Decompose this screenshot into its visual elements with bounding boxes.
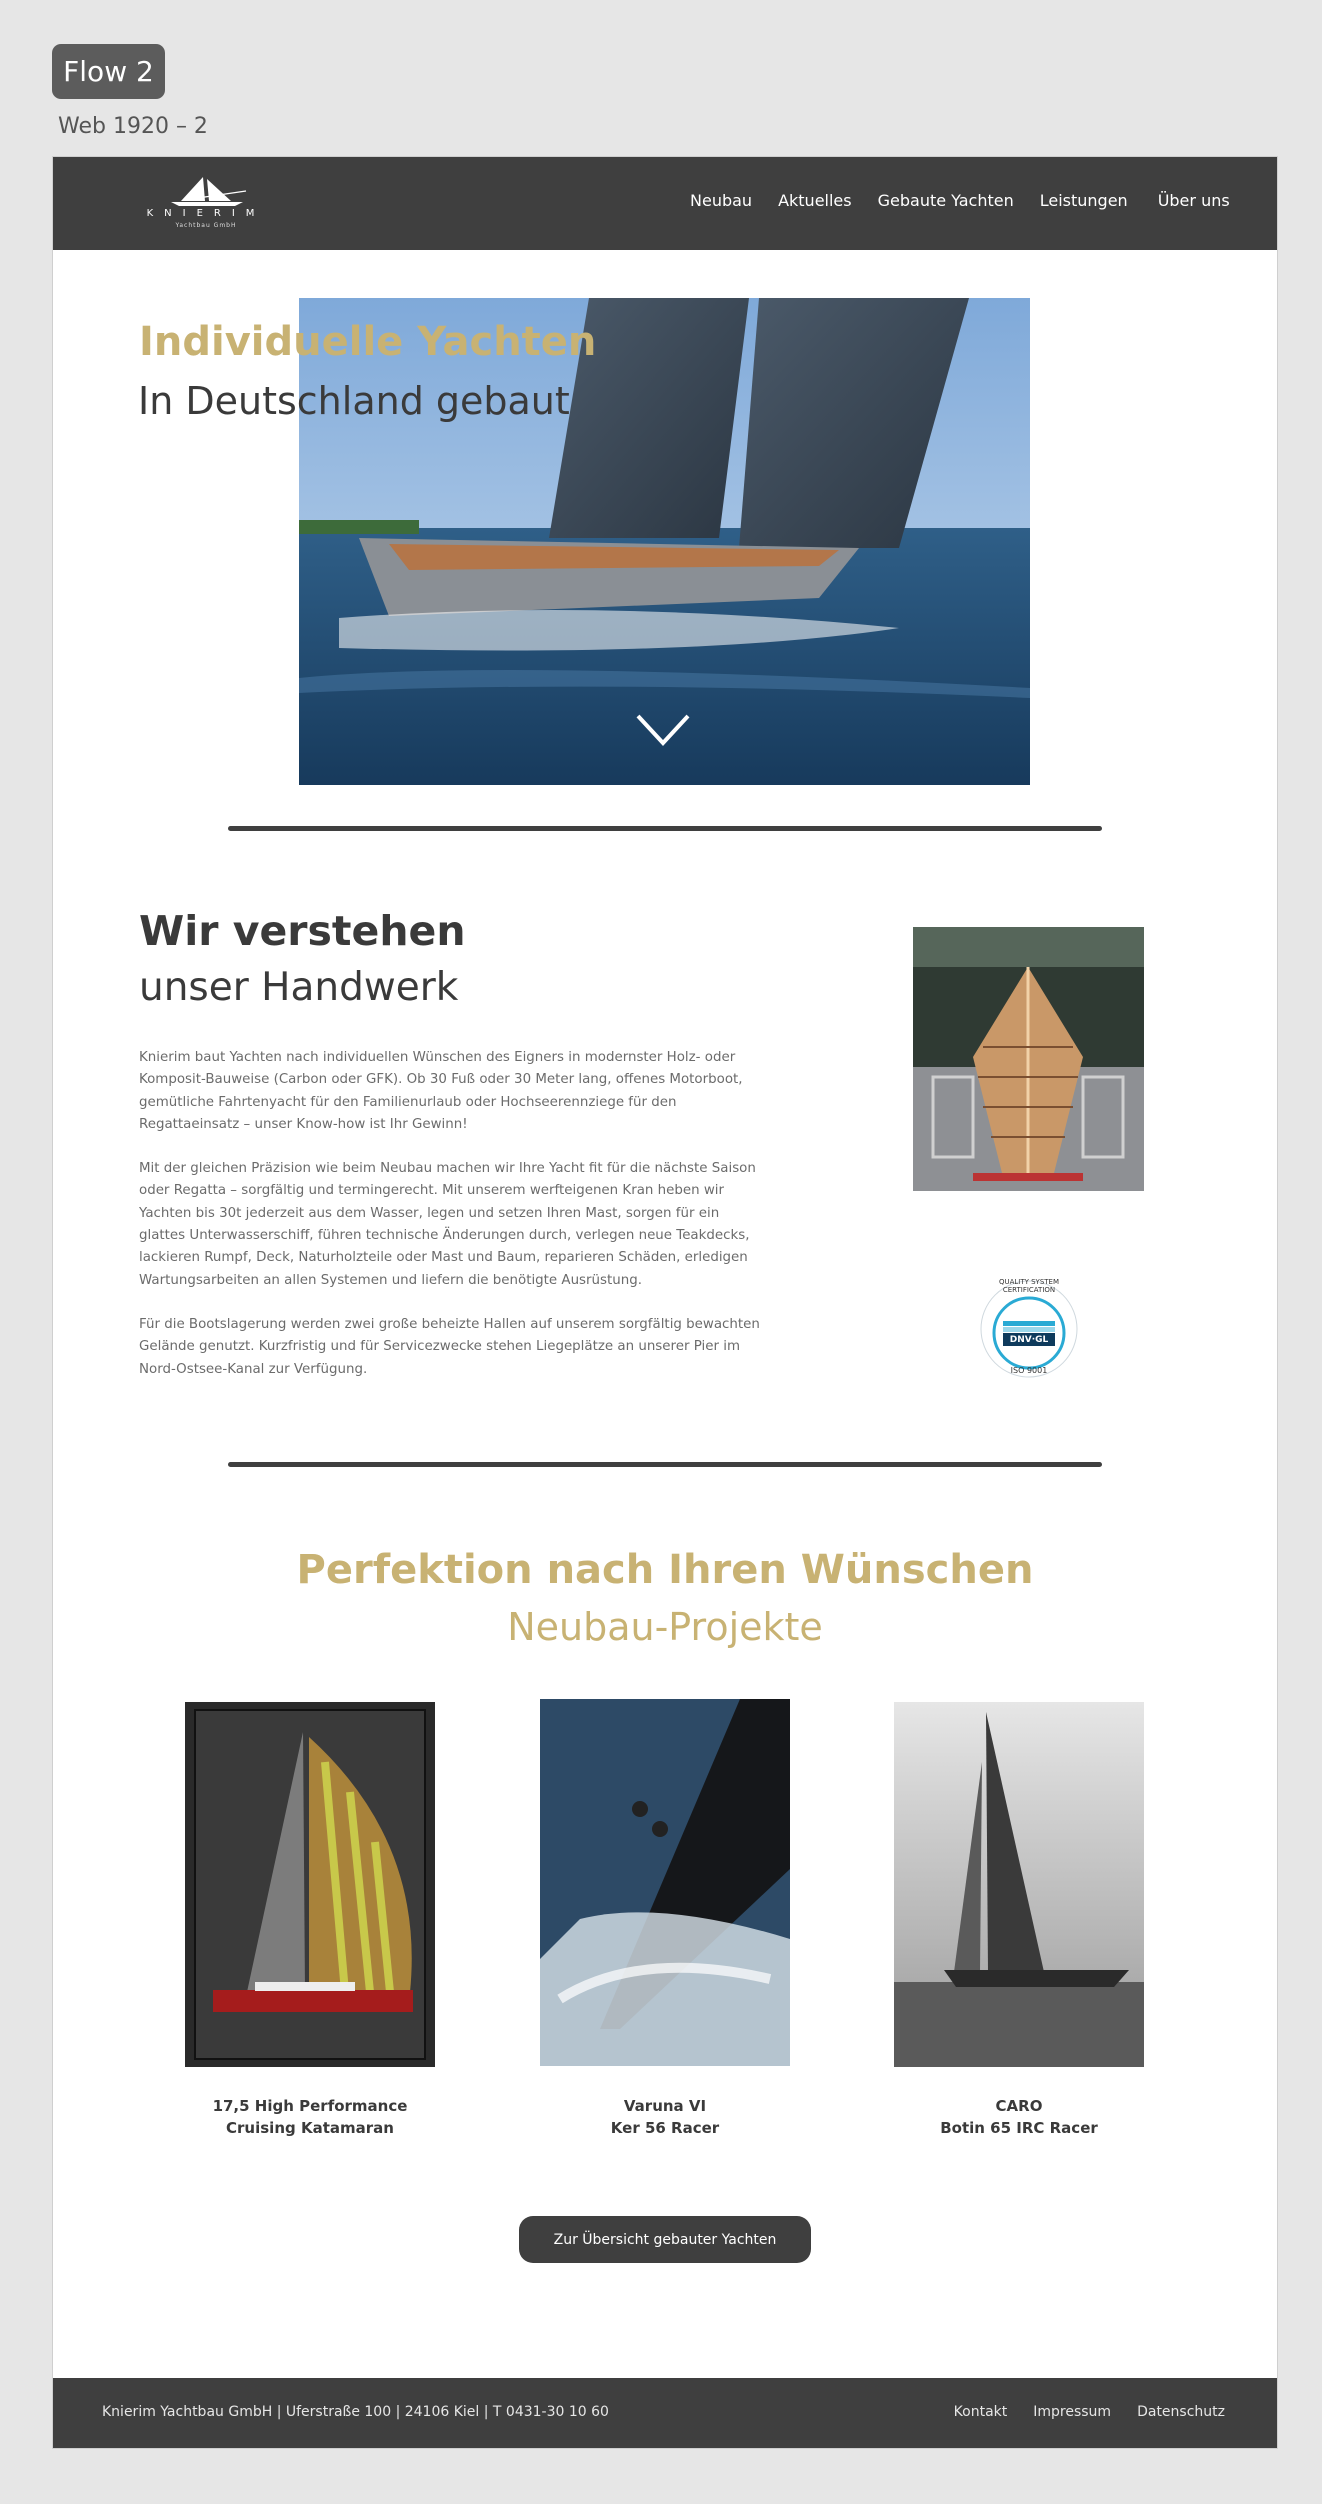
footer-links (954, 2404, 1225, 2420)
boat-hull-image (913, 927, 1144, 1191)
section-divider (228, 1462, 1102, 1467)
footer-address: Knierim Yachtbau GmbH | Uferstraße 100 | 24106 Kiel | T 0431-30 10 60 (102, 2404, 609, 2420)
nav-gebaute-yachten[interactable]: Gebaute Yachten (877, 191, 1014, 210)
nav-ueber-uns[interactable]: Über uns (1157, 191, 1230, 210)
footer-link-datenschutz[interactable]: Datenschutz (1137, 2404, 1225, 2420)
nav-neubau[interactable]: Neubau (690, 191, 753, 210)
nav-aktuelles[interactable]: Aktuelles (778, 191, 852, 210)
projects-subtitle: Neubau-Projekte (507, 1605, 823, 1649)
project-caption-varuna: Varuna VI Ker 56 Racer (610, 2097, 720, 2137)
logo-subtext: Yachtbau GmbH (175, 222, 237, 229)
projects-title: Perfektion nach Ihren Wünschen (296, 1547, 1034, 1593)
footer-link-impressum[interactable]: Impressum (1033, 2404, 1112, 2420)
overview-built-yachts-button[interactable]: Zur Übersicht gebauter Yachten (519, 2216, 811, 2263)
yacht-logo-icon (131, 175, 281, 209)
about-paragraph: Für die Bootslagerung werden zwei große beheizte Hallen auf unserem sorgfältig bewachten Gelände genutzt. Kurzfristig und für Servicezwecke stehen Liegeplätze an unserer Pier im Nord-Ostsee-Kanal zur Verfügung. (139, 1316, 760, 1377)
cert-brand: DNV·GL (1009, 1335, 1049, 1345)
project-image-varuna[interactable] (540, 1699, 790, 2066)
cert-standard: ISO 9001 (1010, 1366, 1048, 1375)
cert-ring-text: QUALITY SYSTEM CERTIFICATION (998, 1278, 1060, 1294)
logo-wordmark: KNIERIM (146, 208, 266, 219)
frame-label: Web 1920 – 2 (58, 114, 208, 139)
web-page (53, 157, 1277, 2448)
about-text (139, 1047, 764, 1403)
flow-badge: Flow 2 (52, 44, 165, 99)
main-nav (690, 191, 1230, 210)
logo[interactable] (131, 175, 281, 235)
hero-image (299, 298, 1030, 785)
site-header (53, 157, 1277, 250)
about-paragraph: Knierim baut Yachten nach individuellen Wünschen des Eigners in modernster Holz- oder Komposit-Bauweise (Carbon oder GFK). Ob 30 Fuß oder 30 Meter lang, offenes Motorboot, gemütliche Fahrtenyacht für den Familienurlaub oder Hochseerennziege für den Regattaeinsatz – unser Know-how ist Ihr Gewinn! (139, 1050, 743, 1132)
footer-link-kontakt[interactable]: Kontakt (953, 2404, 1008, 2420)
nav-leistungen[interactable]: Leistungen (1039, 191, 1128, 210)
hero-title: Individuelle Yachten (139, 319, 597, 365)
about-paragraph: Mit der gleichen Präzision wie beim Neubau machen wir Ihre Yacht fit für die nächste Saison oder Regatta – sorgfältig und termingerecht. Mit unserem werfteigenen Kran heben wir Yachten bis 30t jederzeit aus dem Wasser, legen und setzen Ihren Mast, sorgen für ein glattes Unterwasserschiff, führen technische Änderungen durch, verlegen neue Teakdecks, lackieren Rumpf, Deck, Naturholzteile oder Mast und Baum, reparieren Schäden, erledigen Wartungsarbeiten an allen Systemen und liefern die benötigte Ausrüstung. (139, 1161, 756, 1288)
hero-subtitle: In Deutschland gebaut (138, 379, 570, 423)
iso-certification-badge (977, 1277, 1081, 1381)
project-image-katamaran[interactable] (185, 1702, 435, 2067)
project-image-caro[interactable] (894, 1702, 1144, 2067)
about-subtitle: unser Handwerk (139, 965, 459, 1010)
project-caption-caro: CARO Botin 65 IRC Racer (940, 2097, 1098, 2137)
section-divider (228, 826, 1102, 831)
site-footer (53, 2378, 1277, 2448)
project-caption-katamaran: 17,5 High Performance Cruising Katamaran (212, 2097, 408, 2137)
about-title: Wir verstehen (139, 907, 466, 955)
chevron-down-icon[interactable] (635, 713, 691, 747)
